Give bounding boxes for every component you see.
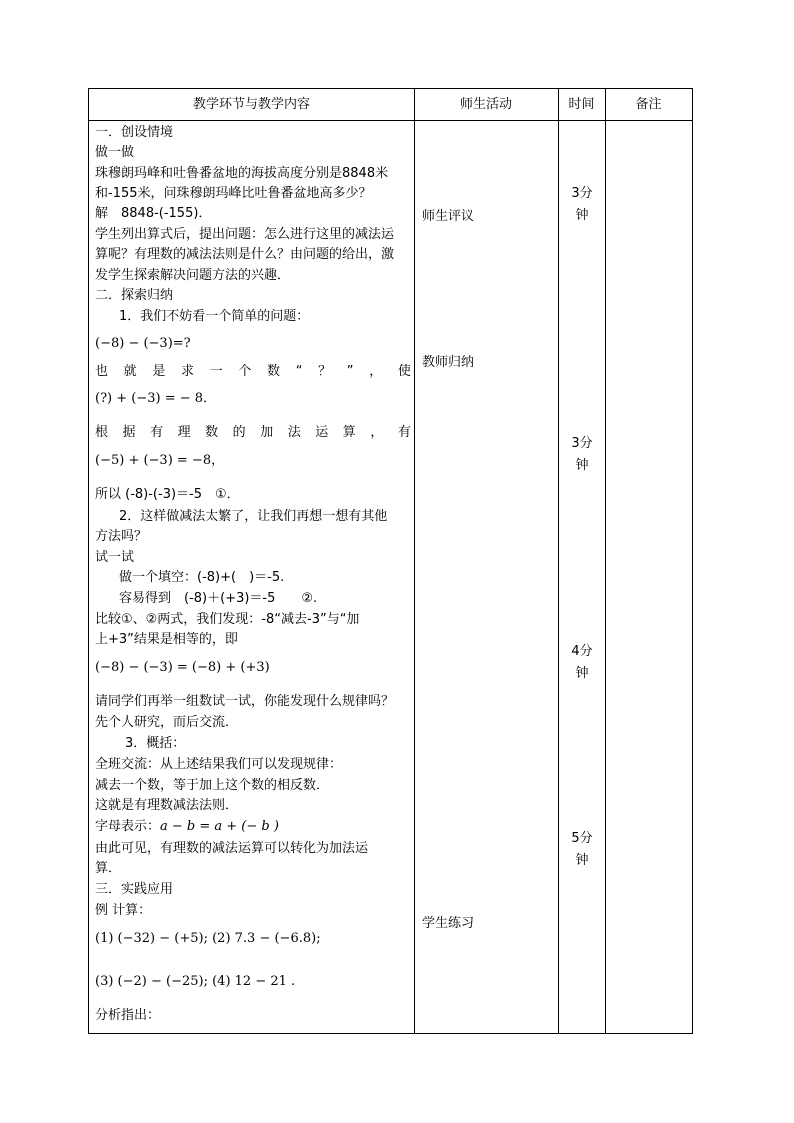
time-label: 5分 钟: [571, 831, 593, 868]
text-line: 方法吗？: [95, 529, 148, 544]
subheading: 试一试: [95, 550, 135, 565]
text-line: 容易得到 (-8)＋(+3)＝-5 ②.: [119, 591, 318, 606]
math-formula: (−5) + (−3) = −8，: [95, 453, 225, 468]
text-line: 3．概括：: [125, 736, 186, 751]
column-divider: [558, 89, 559, 1033]
letter-formula: a − b = a + (− b ): [160, 819, 279, 834]
text-line: 和-155米，问珠穆朗玛峰比吐鲁番盆地高多少？: [95, 186, 372, 201]
text-line: 减去一个数，等于加上这个数的相反数．: [95, 778, 330, 793]
column-divider: [414, 89, 415, 1033]
math-formula: (−8) − (−3)=?: [95, 336, 191, 351]
section-title: 三．实践应用: [95, 882, 174, 897]
activity-label: 学生练习: [422, 916, 475, 931]
text-line: 珠穆朗玛峰和吐鲁番盆地的海拔高度分别是8848米: [95, 166, 389, 181]
math-formula: (−8) − (−3) = (−8) + (+3): [95, 660, 270, 675]
math-formula: (?) + (−3) = − 8．: [95, 391, 217, 406]
header-notes: 备注: [635, 97, 662, 112]
text-line: 全班交流：从上述结果我们可以发现规律：: [95, 757, 343, 772]
justified-line: 也 就 是 求 一 个 数 “ ？ ” ， 使: [95, 364, 411, 379]
text-line: 先个人研究，而后交流．: [95, 715, 239, 730]
subheading: 做一做: [95, 145, 135, 160]
lesson-plan-table: [88, 88, 693, 1034]
text-line: 比较①、②两式，我们发现：-8“减去-3”与“加: [95, 612, 360, 627]
time-label: 3分 钟: [571, 436, 593, 473]
text-line: 上+3”结果是相等的，即: [95, 632, 238, 647]
text-line: 所以 (-8)-(-3)＝-5 ①．: [95, 487, 240, 502]
text-line: 做一个填空：(-8)+( )＝-5.: [119, 570, 285, 585]
header-activity: 师生活动: [459, 97, 512, 112]
text-line: 解 8848-(-155)．: [95, 206, 212, 221]
text-line: 发学生探索解决问题方法的兴趣．: [95, 268, 291, 283]
header-time: 时间: [568, 97, 595, 112]
activity-label: 教师归纳: [422, 355, 475, 370]
header-divider: [89, 120, 692, 121]
text-line: 1．我们不妨看一个简单的问题：: [119, 309, 310, 324]
subheading: 例 计算：: [95, 903, 152, 918]
text-line: 学生列出算式后，提出问题：怎么进行这里的减法运: [95, 227, 395, 242]
time-label: 4分 钟: [571, 644, 593, 681]
header-content: 教学环节与教学内容: [192, 97, 310, 112]
text-line: 2．这样做减法太繁了，让我们再想一想有其他: [119, 509, 388, 524]
text-line: 字母表示：a − b = a + (− b ): [95, 819, 279, 834]
activity-label: 师生评议: [422, 209, 475, 224]
math-formula: (1) (−32) − (+5); (2) 7.3 − (−6.8);: [95, 931, 321, 946]
time-label: 3分 钟: [571, 186, 593, 223]
section-title: 二．探索归纳: [95, 288, 174, 303]
math-formula: (3) (−2) − (−25); (4) 12 − 21 .: [95, 974, 296, 989]
text-line: 分析指出：: [95, 1008, 161, 1023]
text-line: 算呢？有理数的减法法则是什么？由问题的给出，激: [95, 247, 395, 262]
text-line: 算．: [95, 861, 122, 876]
text-line: 由此可见，有理数的减法运算可以转化为加法运: [95, 841, 369, 856]
column-divider: [605, 89, 606, 1033]
text-line: 这就是有理数减法法则．: [95, 798, 239, 813]
justified-line: 根 据 有 理 数 的 加 法 运 算 ， 有: [95, 425, 411, 440]
section-title: 一．创设情境: [95, 125, 174, 140]
text-line: 请同学们再举一组数试一试，你能发现什么规律吗？: [95, 694, 395, 709]
